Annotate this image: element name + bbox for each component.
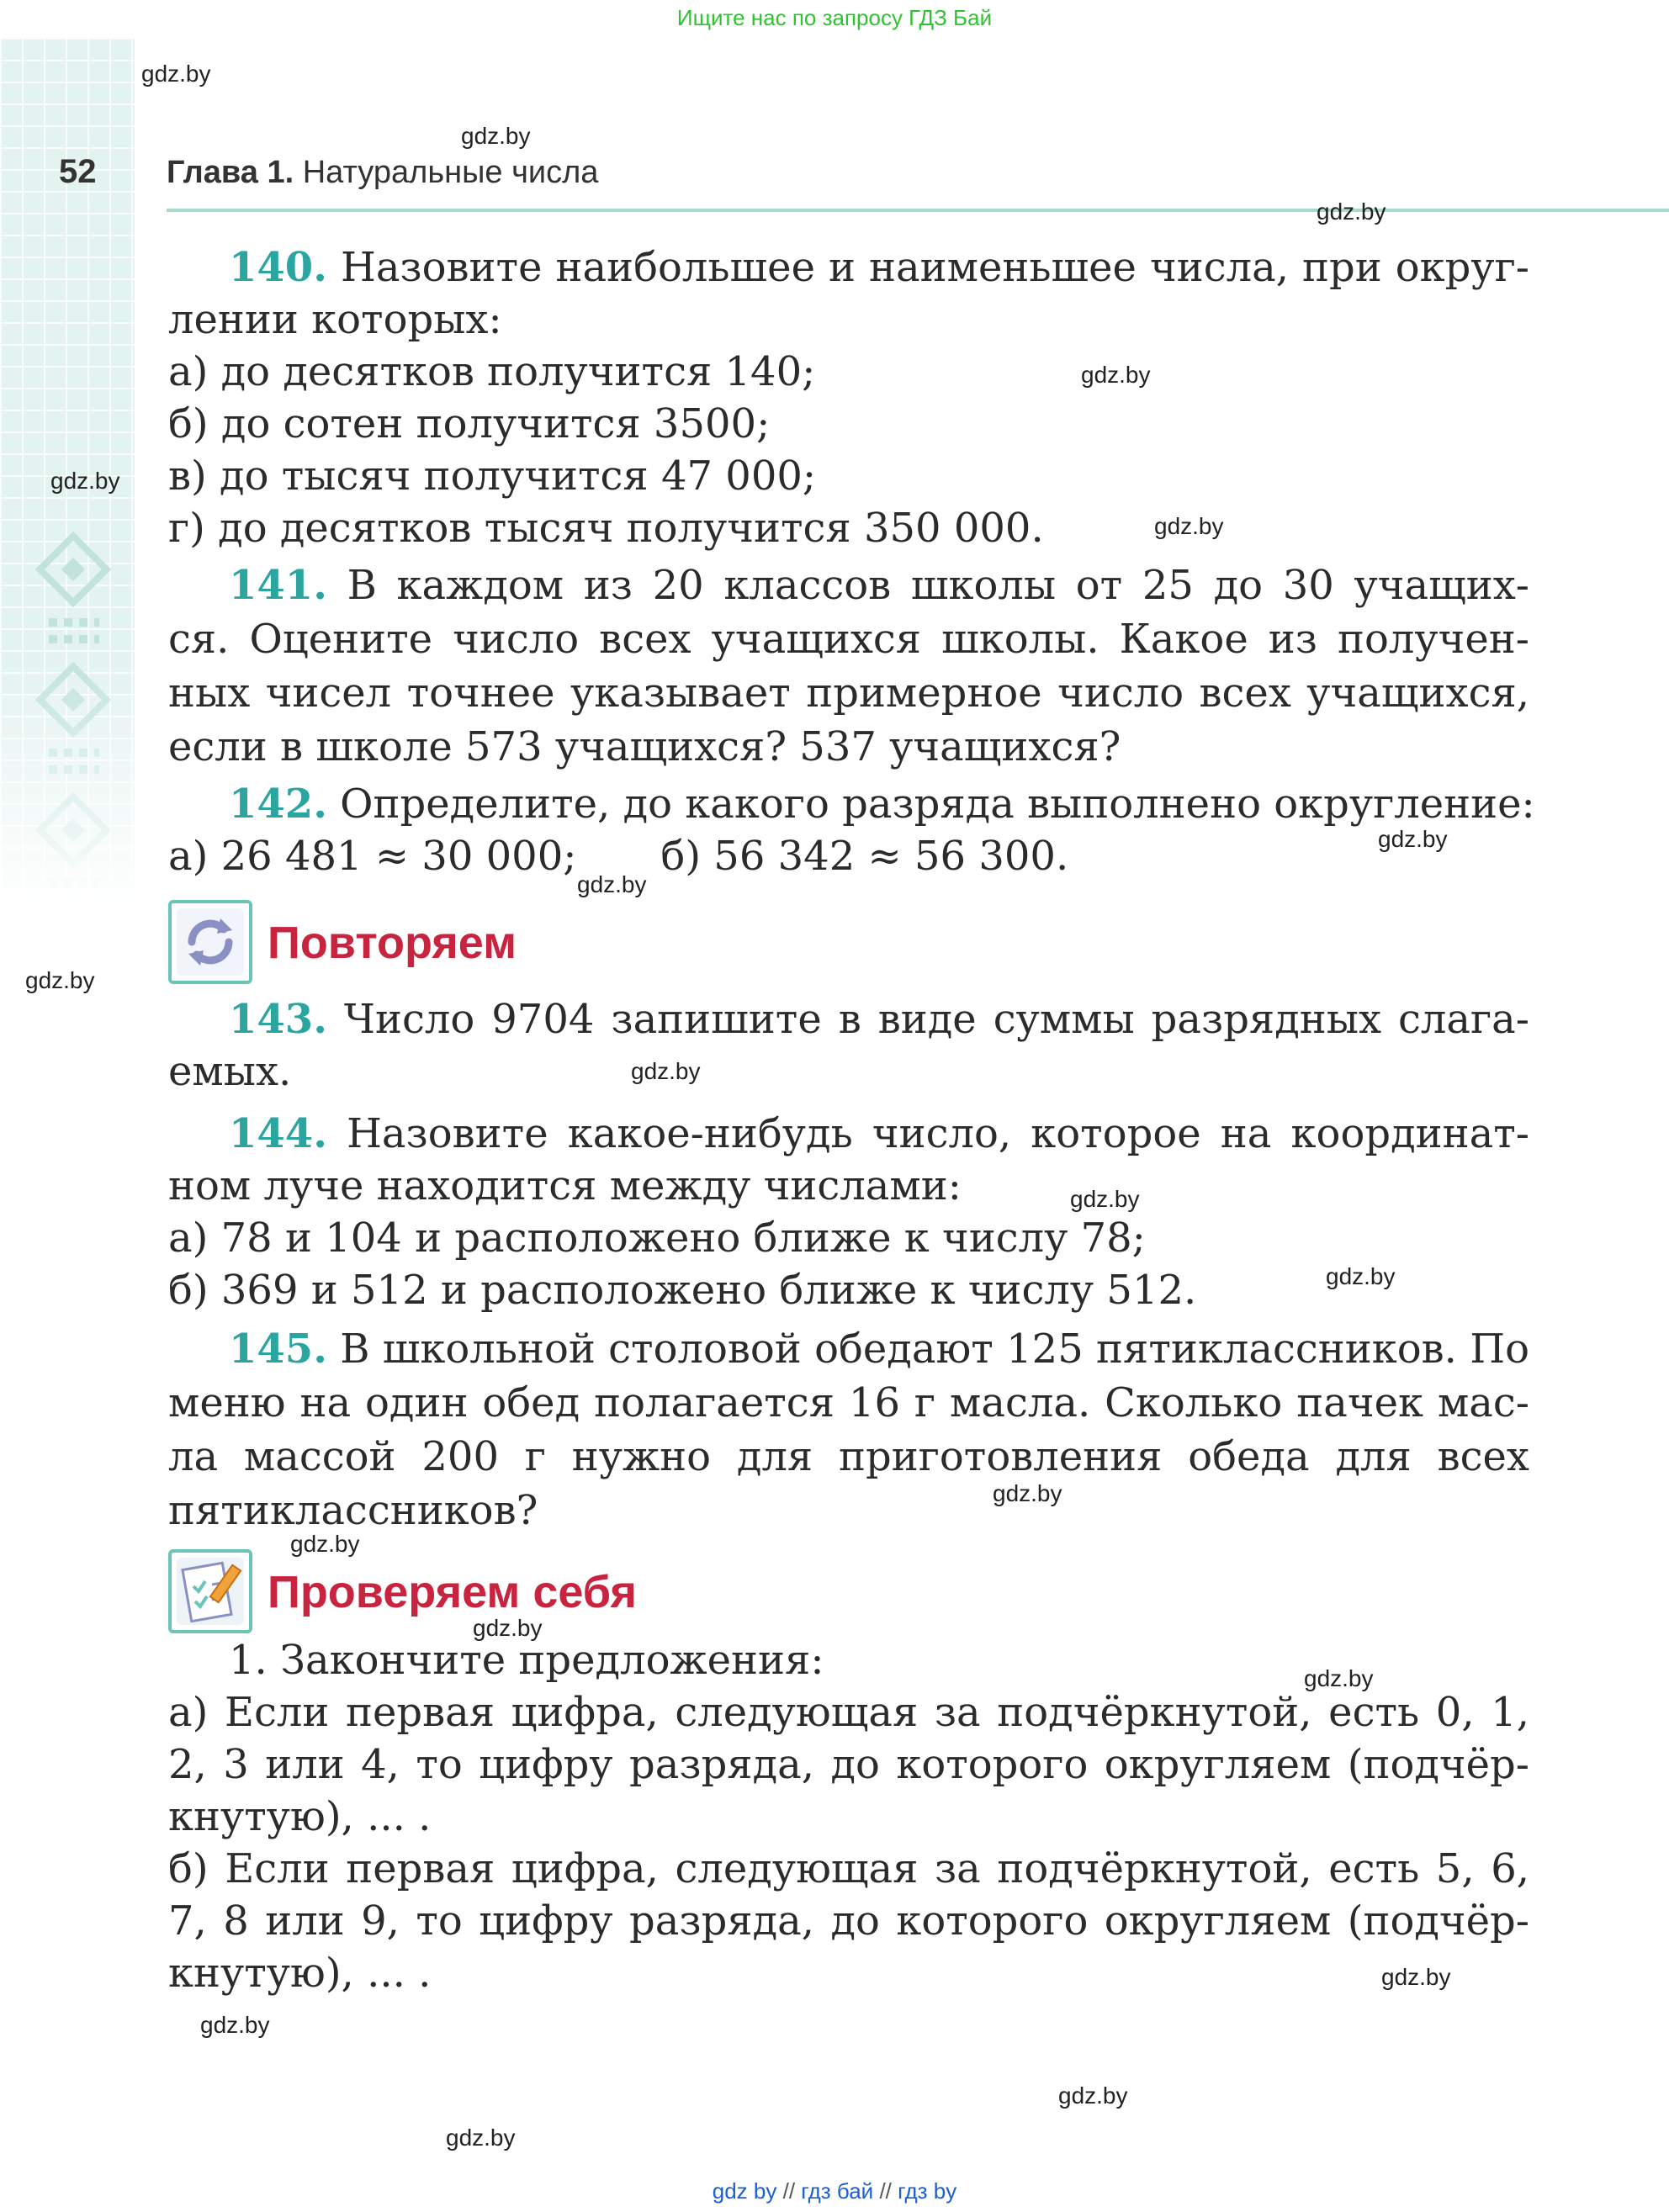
exercise-line: 145. В школьной столовой обедают 125 пятиклассников. По: [229, 1326, 1529, 1373]
chapter-title: [167, 155, 598, 191]
exercise-line: а) 78 и 104 и расположено ближе к числу 78;: [168, 1214, 1146, 1262]
exercise-line: 144. Назовите какое-нибудь число, которое на координат-: [229, 1110, 1529, 1157]
watermark: gdz.by: [141, 61, 211, 87]
exercise-line: ся. Оцените число всех учащихся школы. Какое из получен-: [168, 616, 1529, 663]
task-line: 1. Закончите предложения:: [229, 1637, 824, 1684]
watermark: gdz.by: [50, 468, 120, 494]
exercise-number: 143.: [229, 996, 327, 1043]
footer-separator: //: [782, 2178, 796, 2204]
watermark: gdz.by: [1058, 2082, 1128, 2109]
footer-link[interactable]: гдз бай: [801, 2178, 874, 2204]
exercise-line: б) до сотен получится 3500;: [168, 400, 771, 447]
watermark: gdz.by: [200, 2012, 270, 2038]
chapter-name: Натуральные числа: [302, 155, 599, 190]
footer-link[interactable]: gdz by: [712, 2178, 777, 2204]
watermark: gdz.by: [461, 123, 531, 149]
exercise-number: 144.: [229, 1110, 327, 1157]
chapter-label: Глава 1.: [167, 155, 294, 190]
exercise-number: 145.: [229, 1326, 327, 1373]
exercise-line: лении которых:: [168, 296, 502, 343]
exercise-line: пятиклассников?: [168, 1487, 538, 1534]
exercise-line: а) 26 481 ≈ 30 000; б) 56 342 ≈ 56 300.: [168, 833, 1069, 880]
exercise-line: 141. В каждом из 20 классов школы от 25 до 30 учащих-: [229, 562, 1529, 609]
footer-links: [0, 2178, 1669, 2204]
task-line: 7, 8 или 9, то цифру разряда, до которого округляем (подчёр-: [168, 1897, 1529, 1945]
ornament-stripe: [49, 635, 99, 643]
exercise-line: ных чисел точнее указывает примерное число всех учащихся,: [168, 669, 1529, 717]
exercise-line: ном луче находится между числами:: [168, 1162, 962, 1209]
exercise-line: б) 369 и 512 и расположено ближе к числу 512.: [168, 1267, 1197, 1314]
exercise-line: 140. Назовите наибольшее и наименьшее числа, при округ-: [229, 244, 1529, 291]
watermark: gdz.by: [631, 1058, 701, 1084]
section-title-repeat: Повторяем: [268, 918, 517, 968]
task-line: б) Если первая цифра, следующая за подчёркнутой, есть 5, 6,: [168, 1845, 1529, 1892]
exercise-line: в) до тысяч получится 47 000;: [168, 452, 817, 500]
watermark: gdz.by: [1154, 513, 1224, 539]
exercise-line: 143. Число 9704 запишите в виде суммы разрядных слага-: [229, 996, 1529, 1043]
self-check-icon: [168, 1549, 252, 1633]
page-number: 52: [59, 153, 97, 190]
exercise-number: 140.: [229, 244, 327, 291]
watermark: gdz.by: [1317, 198, 1386, 225]
exercise-number: 142.: [229, 781, 327, 828]
task-line: 2, 3 или 4, то цифру разряда, до которого округляем (подчёр-: [168, 1741, 1529, 1788]
exercise-line: меню на один обед полагается 16 г масла. Сколько пачек мас-: [168, 1379, 1529, 1426]
footer-separator: //: [879, 2178, 892, 2204]
watermark: gdz.by: [473, 1615, 543, 1641]
watermark: gdz.by: [577, 871, 647, 897]
section-title-self-check: Проверяем себя: [268, 1567, 637, 1617]
repeat-icon: [168, 900, 252, 984]
sidebar-fade: [0, 656, 135, 913]
watermark: gdz.by: [25, 967, 95, 993]
watermark: gdz.by: [1081, 362, 1151, 388]
watermark: gdz.by: [446, 2125, 516, 2151]
watermark: gdz.by: [1304, 1665, 1374, 1691]
watermark: gdz.by: [1378, 826, 1448, 852]
watermark: gdz.by: [290, 1531, 360, 1557]
header-divider: [167, 209, 1669, 212]
exercise-line: г) до десятков тысяч получится 350 000.: [168, 505, 1044, 552]
watermark: gdz.by: [1381, 1964, 1451, 1990]
exercise-line: ла массой 200 г нужно для приготовления обеда для всех: [168, 1433, 1529, 1480]
watermark: gdz.by: [993, 1480, 1062, 1506]
exercise-line: 142. Определите, до какого разряда выполнено округление:: [229, 781, 1535, 828]
exercise-number: 141.: [229, 562, 327, 609]
watermark: gdz.by: [1070, 1186, 1140, 1212]
task-line: а) Если первая цифра, следующая за подчёркнутой, есть 0, 1,: [168, 1689, 1529, 1736]
exercise-line: а) до десятков получится 140;: [168, 348, 816, 395]
top-banner[interactable]: Ищите нас по запросу ГДЗ Бай: [676, 5, 993, 30]
ornament-stripe: [49, 618, 99, 627]
watermark: gdz.by: [1326, 1263, 1396, 1289]
task-line: кнутую), ... .: [168, 1793, 432, 1840]
exercise-line: емых.: [168, 1048, 292, 1095]
footer-link[interactable]: гдз by: [898, 2178, 957, 2204]
exercise-line: если в школе 573 учащихся? 537 учащихся?: [168, 723, 1121, 770]
task-line: кнутую), ... .: [168, 1950, 432, 1997]
